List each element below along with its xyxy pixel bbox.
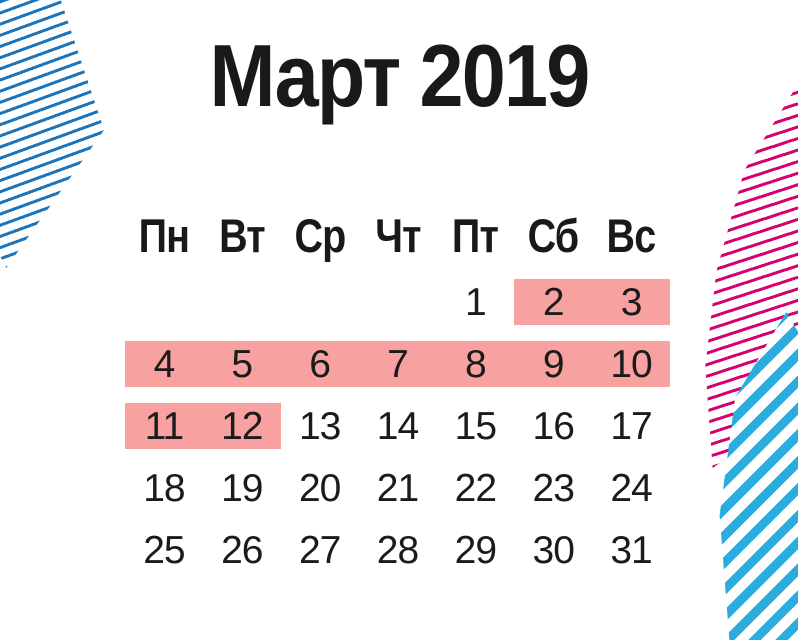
day-cell: 20 bbox=[298, 467, 341, 510]
weekday-label-thu: Чт bbox=[374, 208, 421, 262]
day-cell: 31 bbox=[610, 529, 652, 572]
day-cell: 19 bbox=[221, 467, 263, 510]
day-cell: 7 bbox=[359, 334, 437, 396]
weekday-label-wed: Ср bbox=[294, 208, 346, 262]
magenta-stripes-decoration bbox=[676, 84, 798, 476]
day-cell: 21 bbox=[376, 467, 419, 510]
day-cell: 24 bbox=[610, 467, 652, 510]
day-cell: 14 bbox=[376, 405, 419, 448]
day-cell: 3 bbox=[592, 272, 670, 334]
day-cell: 28 bbox=[376, 529, 419, 572]
day-cell: 16 bbox=[532, 405, 574, 448]
day-cell: 18 bbox=[143, 467, 185, 510]
day-cell: 22 bbox=[454, 467, 497, 510]
day-cell: 4 bbox=[125, 334, 203, 396]
day-cell: 25 bbox=[143, 529, 185, 572]
day-cell: 26 bbox=[221, 529, 263, 572]
day-cell: 9 bbox=[514, 334, 592, 396]
day-cell: 13 bbox=[298, 405, 341, 448]
day-cell: 11 bbox=[125, 396, 203, 458]
weekday-label-tue: Вт bbox=[218, 208, 265, 262]
day-cell: 8 bbox=[436, 334, 514, 396]
day-cell: 12 bbox=[203, 396, 281, 458]
day-cell: 29 bbox=[454, 529, 497, 572]
weekday-label-sun: Вс bbox=[606, 208, 656, 262]
calendar-grid bbox=[125, 198, 670, 582]
day-cell: 5 bbox=[203, 334, 281, 396]
day-cell: 23 bbox=[532, 467, 574, 510]
day-cell bbox=[203, 272, 281, 334]
calendar-title: Март 2019 bbox=[209, 26, 589, 125]
weekday-label-mon: Пн bbox=[138, 208, 190, 262]
day-cell: 15 bbox=[454, 405, 497, 448]
day-cell bbox=[359, 272, 437, 334]
day-cell: 2 bbox=[514, 272, 592, 334]
weekday-label-sat: Сб bbox=[527, 208, 579, 262]
day-cell: 10 bbox=[592, 334, 670, 396]
day-cell bbox=[281, 272, 359, 334]
cyan-stripes-decoration bbox=[700, 312, 798, 640]
weekday-label-fri: Пт bbox=[452, 208, 499, 262]
day-cell: 30 bbox=[532, 529, 574, 572]
day-cell: 6 bbox=[281, 334, 359, 396]
day-cell bbox=[125, 272, 203, 334]
day-cell: 1 bbox=[465, 281, 486, 324]
day-cell: 17 bbox=[610, 405, 652, 448]
day-cell: 27 bbox=[298, 529, 341, 572]
